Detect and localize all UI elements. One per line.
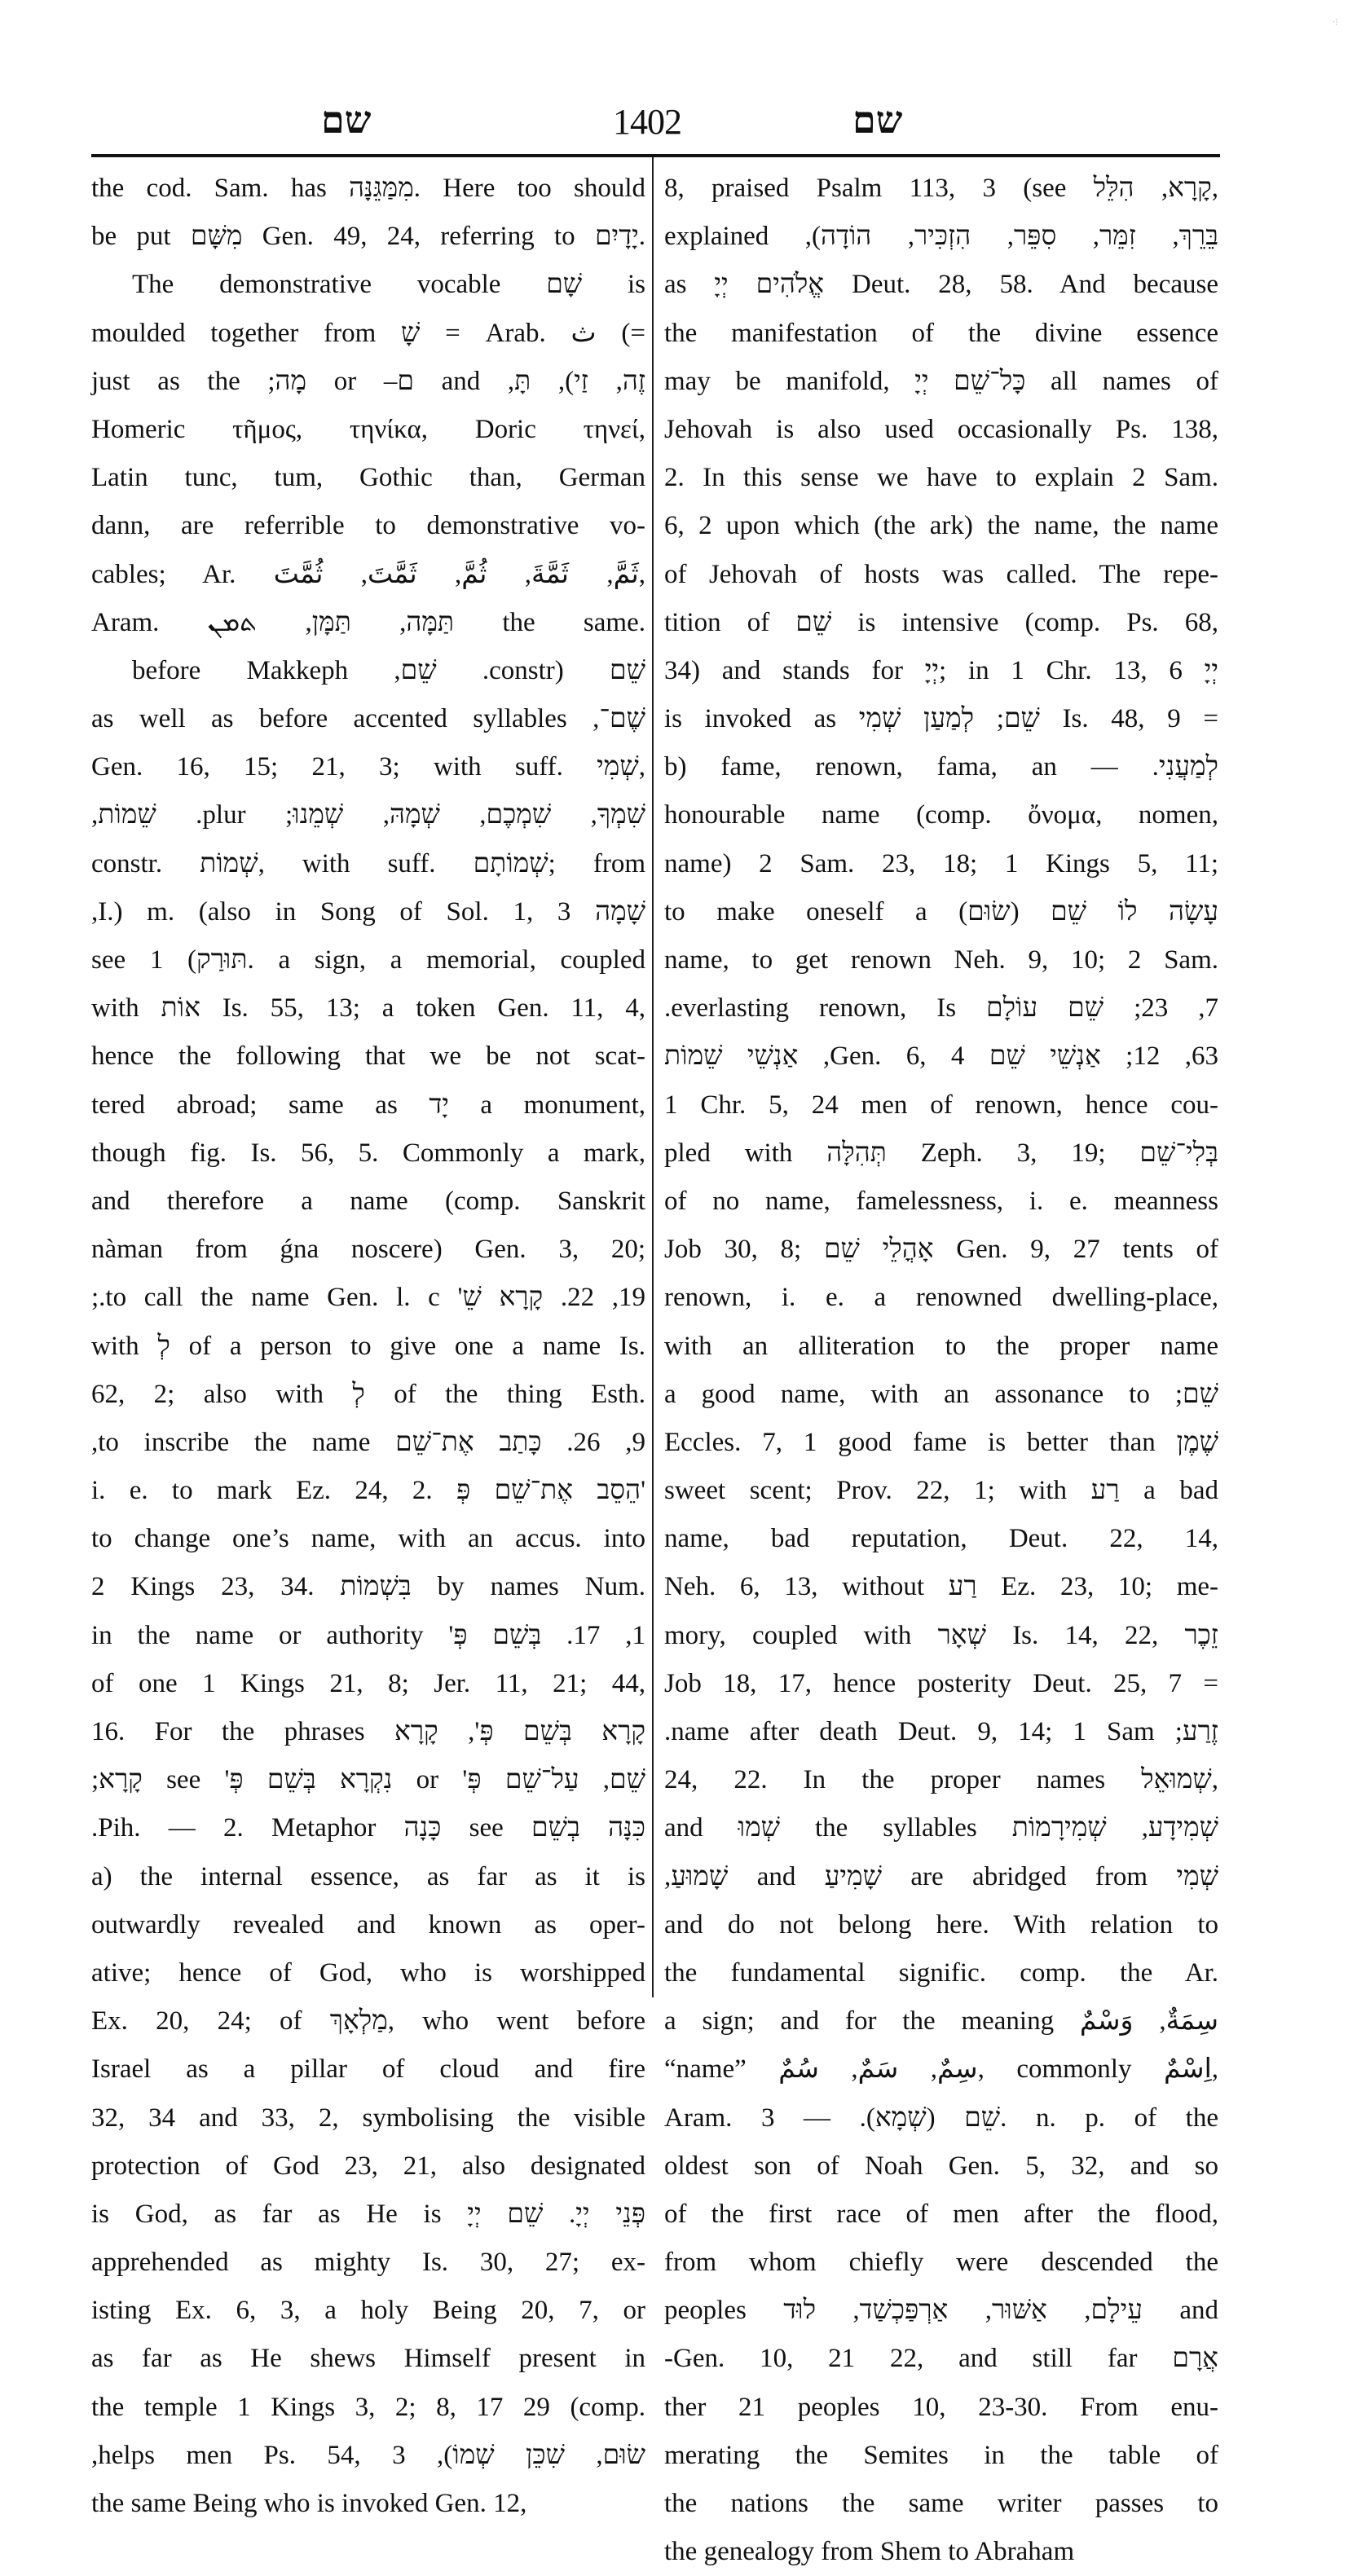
text-line: the manifestation of the divine essence [664, 318, 1218, 348]
text-line: פְּנֵי יְיָ. שֵׁם יְיָ is God, as far as He is [91, 2199, 645, 2229]
text-line: Homeric τῆμος, τηνίκα, Doric τηνεί, [91, 414, 645, 444]
text-line: 8, praised Psalm 113, 3 (see קָרָא, הִלֵּל, [664, 174, 1218, 203]
text-line: as far as He shews Himself present in [91, 2344, 645, 2374]
text-line: זֶה, זַי), תָּ, and ם– or מָה; just as the [91, 366, 646, 396]
text-line: سِمَةٌ, وَسْمٌ a sign; and for the meaning [664, 2006, 1218, 2037]
text-line: שֵׁם; a good name, with an assonance to [664, 1379, 1218, 1409]
text-line: Ex. 20, 24; of מַלְאָךְ, who went before [91, 2006, 645, 2037]
text-line: the nations the same writer passes to [664, 2489, 1218, 2518]
text-line: from whom chiefly were descended the [664, 2248, 1218, 2278]
text-line: 1, 17. בְּשֵׁם פְּ' in the name or authority [91, 1620, 645, 1650]
text-line: עָשָׂה לוֹ שֵׁם (שׂוּם) to make oneself a [664, 896, 1218, 927]
text-line: Aram. שֵׁם (שְׁמָא). — 3. n. p. of the [664, 2103, 1218, 2133]
text-line: Jehovah is also used occasionally Ps. 138, [664, 414, 1218, 444]
text-line: name, bad reputation, Deut. 22, 14, [664, 1524, 1218, 1554]
text-line: renown, i. e. a renowned dwelling-place, [664, 1283, 1218, 1313]
text-line: Gen. 16, 15; 21, 3; with suff. שְׁמִי, [91, 752, 645, 782]
text-line: name) 2 Sam. 23, 18; 1 Kings 5, 11; [664, 848, 1218, 878]
text-line: Job 30, 8; אָהֳלֵי שֵׁם Gen. 9, 27 tents of [664, 1235, 1219, 1265]
text-line: oldest son of Noah Gen. 5, 32, and so [664, 2151, 1218, 2181]
text-line: with an alliteration to the proper name [664, 1331, 1218, 1361]
text-line: the genealogy from Shem to Abraham [664, 2537, 1075, 2567]
text-line: nàman from ǵna noscere) Gen. 3, 20; [91, 1235, 645, 1265]
text-line: a) the internal essence, as far as it is [91, 1861, 645, 1891]
text-line: tition of שֵׁם is intensive (comp. Ps. 68, [664, 607, 1218, 637]
text-line: Israel as a pillar of cloud and fire [91, 2054, 645, 2085]
text-line: may be manifold, כָּל־שֵׁם יְיָ all names of [664, 366, 1219, 396]
text-line: with אוֹת Is. 55, 13; a token Gen. 11, 4, [91, 993, 646, 1024]
text-line: dann, are referrible to demonstrative vo- [91, 511, 645, 541]
text-line: שִׁמְךָ, שִׁמְכֶם, שְׁמָהּ, שְׁמֵנוּ; plur. שֵׁמוֹת, [91, 800, 645, 830]
text-line: as אֱלֹהִים יְיָ Deut. 28, 58. And because [664, 270, 1218, 300]
text-line: 2 Kings 23, 34. בִּשְׁמוֹת by names Num. [91, 1572, 646, 1602]
column-divider [652, 157, 654, 1997]
text-line: of the first race of men after the flood, [664, 2199, 1218, 2229]
text-line: 7, 23; שֵׁם עוֹלָם everlasting renown, Is. [664, 993, 1218, 1024]
running-header [91, 96, 1220, 153]
text-line: “name” سِمٌ, سَمٌ, سُمٌ, commonly اِسْمٌ, [664, 2054, 1218, 2085]
text-line: be put מִשָּׁם Gen. 49, 24, referring to יָדָיִם. [91, 222, 645, 252]
text-line: 62, 2; also with לְ of the thing Esth. [91, 1379, 645, 1409]
text-line: Neh. 6, 13, without רַע Ez. 23, 10; me- [664, 1572, 1218, 1602]
text-line: apprehended as mighty Is. 30, 27; ex- [91, 2248, 645, 2278]
text-line: שֵׁם (constr. שֵׁם, before Makkeph [132, 655, 645, 685]
text-line: 24, 22. In the proper names שְׁמוּאֵל, [664, 1765, 1218, 1795]
header-left-catchword: שם [321, 98, 372, 142]
text-line: with לְ of a person to give one a name Is. [91, 1331, 646, 1361]
text-line: though fig. Is. 56, 5. Commonly a mark, [91, 1138, 645, 1168]
text-line: the same Being who is invoked Gen. 12, [91, 2489, 527, 2518]
text-line: of Jehovah of hosts was called. The repe- [664, 559, 1218, 589]
text-line: the fundamental signific. comp. the Ar. [664, 1957, 1218, 1988]
text-line: Job 18, 17, hence posterity Deut. 25, 7 = [664, 1668, 1218, 1698]
text-line: and therefore a name (comp. Sanskrit [91, 1186, 645, 1216]
text-line: constr. שְׁמוֹת, with suff. שְׁמוֹתָם; from [91, 848, 645, 878]
text-line: 63, 12; אַנְשֵׁי שֵׁם Gen. 6, 4, אַנְשֵׁי שֵׁמוֹת [664, 1041, 1219, 1072]
text-line: of no name, famelessness, i. e. meanness [664, 1186, 1218, 1216]
text-line: 19, 22. קָרָא שֵׁ' to call the name Gen. l. c.; [91, 1283, 645, 1313]
text-line: is invoked as שֵׁם; לְמַעַן שְׁמִי Is. 48, 9 = [664, 704, 1218, 734]
text-line: 9, 26. כָּתַב אֶת־שֵׁם to inscribe the name, [91, 1427, 645, 1457]
right-column [664, 165, 1218, 2576]
text-line: peoples עֵילָם, אַשּׁוּר, אַרְפַּכְשַׁד, לוּד and [664, 2296, 1218, 2326]
text-line: אֲרָם Gen. 10, 21 22, and still far- [664, 2344, 1218, 2374]
text-line: the cod. Sam. has מִמַּגֵּנָּה. Here too should [91, 174, 645, 203]
text-line: ther 21 peoples 10, 23-30. From enu- [664, 2392, 1218, 2422]
text-line: Aram. תַּמָּה, תַּמָּן, ܬܡܢ the same. [91, 607, 645, 637]
text-line: 34) and stands for יְיָ; in 1 Chr. 13, 6 יְיָ [664, 655, 1218, 685]
text-line: sweet scent; Prov. 22, 1; with רַע a bad [664, 1476, 1218, 1506]
text-line: the temple 1 Kings 3, 2; 8, 17 29 (comp. [91, 2392, 645, 2422]
header-rule [91, 154, 1220, 157]
text-line: merating the Semites in the table of [664, 2440, 1218, 2470]
text-line: שׂוּם, שִׁכֵּן שְׁמוֹ), helps men Ps. 54, 3, [91, 2440, 646, 2470]
text-line: 32, 34 and 33, 2, symbolising the visible [91, 2103, 645, 2133]
text-line: i. e. to mark Ez. 24, 2. הֵסֵב אֶת־שֵׁם פְּ' [91, 1476, 646, 1506]
text-line: see תּוּרַק) 1. a sign, a memorial, coupled [91, 945, 645, 975]
text-line: name, to get renown Neh. 9, 10; 2 Sam. [664, 945, 1218, 975]
text-line: hence the following that we be not scat- [91, 1041, 645, 1072]
text-line: of one 1 Kings 21, 8; Jer. 11, 21; 44, [91, 1668, 645, 1698]
text-line: The demonstrative vocable שָׁם is [132, 270, 645, 300]
text-line: זֶרַע; name after death Deut. 9, 14; 1 Sam. [664, 1717, 1218, 1746]
text-line: protection of God 23, 21, also designated [91, 2151, 645, 2181]
header-right-catchword: שם [852, 98, 903, 142]
margin-mark: ·:· [1331, 18, 1340, 26]
text-line: כִּנָּה בְשֵׁם see כָּנָה Pih. — 2. Metaphor. [91, 1813, 645, 1843]
text-line: ative; hence of God, who is worshipped [91, 1957, 645, 1988]
left-column [91, 165, 645, 2528]
text-line: שְׁמִידָע, שְׁמִירָמוֹת the syllables שְׁמוּ and [664, 1813, 1219, 1843]
text-line: לְמַעֲנִי. — b) fame, renown, fama, an [664, 752, 1218, 782]
text-line: and do not belong here. With relation to [664, 1909, 1218, 1940]
text-line: שְׁמִי are abridged from שָׁמִיעַ and שָׁמוּעַ, [664, 1861, 1218, 1891]
text-line: שֶׁמֶן Eccles. 7, 1 good fame is better than [664, 1427, 1218, 1457]
text-line: mory, coupled with שְׁאָר Is. 14, 22, זֵכֶר [664, 1620, 1218, 1650]
text-line: שָׁמָה I.) m. (also in Song of Sol. 1, 3, [91, 896, 645, 927]
text-line: moulded together from שָׁ = Arab. ث (= [91, 318, 645, 348]
text-line: בֵּרֵךְ, זִמֵּר, סִפֵּר, הִזְכִּיר, הוֹדָה), explained [664, 222, 1218, 252]
text-line: tered abroad; same as יָד a monument, [91, 1090, 645, 1120]
text-line: 2. In this sense we have to explain 2 Sam. [664, 463, 1218, 493]
page-number: 1402 [613, 102, 681, 142]
text-line: honourable name (comp. ὄνομα, nomen, [664, 800, 1218, 830]
text-line: שֶׁם־, as well as before accented syllables [91, 704, 645, 734]
text-line: Latin tunc, tum, Gothic than, German [91, 463, 645, 493]
text-line: cables; Ar. ثَمَّ, ثَمَّةَ, ثُمَّ, ثَمَّتَ, ثُمَّتَ, [91, 559, 645, 589]
text-line: outwardly revealed and known as oper- [91, 1909, 645, 1940]
text-line: pled with תְּהִלָּה Zeph. 3, 19; בְּלִי־שֵׁם [664, 1138, 1218, 1168]
text-line: 6, 2 upon which (the ark) the name, the name [664, 511, 1218, 541]
text-line: 16. For the phrases קָרָא בְּשֵׁם פְּ', קָרָא [91, 1717, 645, 1746]
text-line: isting Ex. 6, 3, a holy Being 20, 7, or [91, 2296, 645, 2326]
text-line: 1 Chr. 5, 24 men of renown, hence cou- [664, 1090, 1218, 1120]
text-line: to change one’s name, with an accus. into [91, 1524, 645, 1554]
text-line: שֵׁם, עַל־שֵׁם פְּ' or נִקְרָא בְּשֵׁם פְּ' see קָרָא; [91, 1765, 645, 1795]
